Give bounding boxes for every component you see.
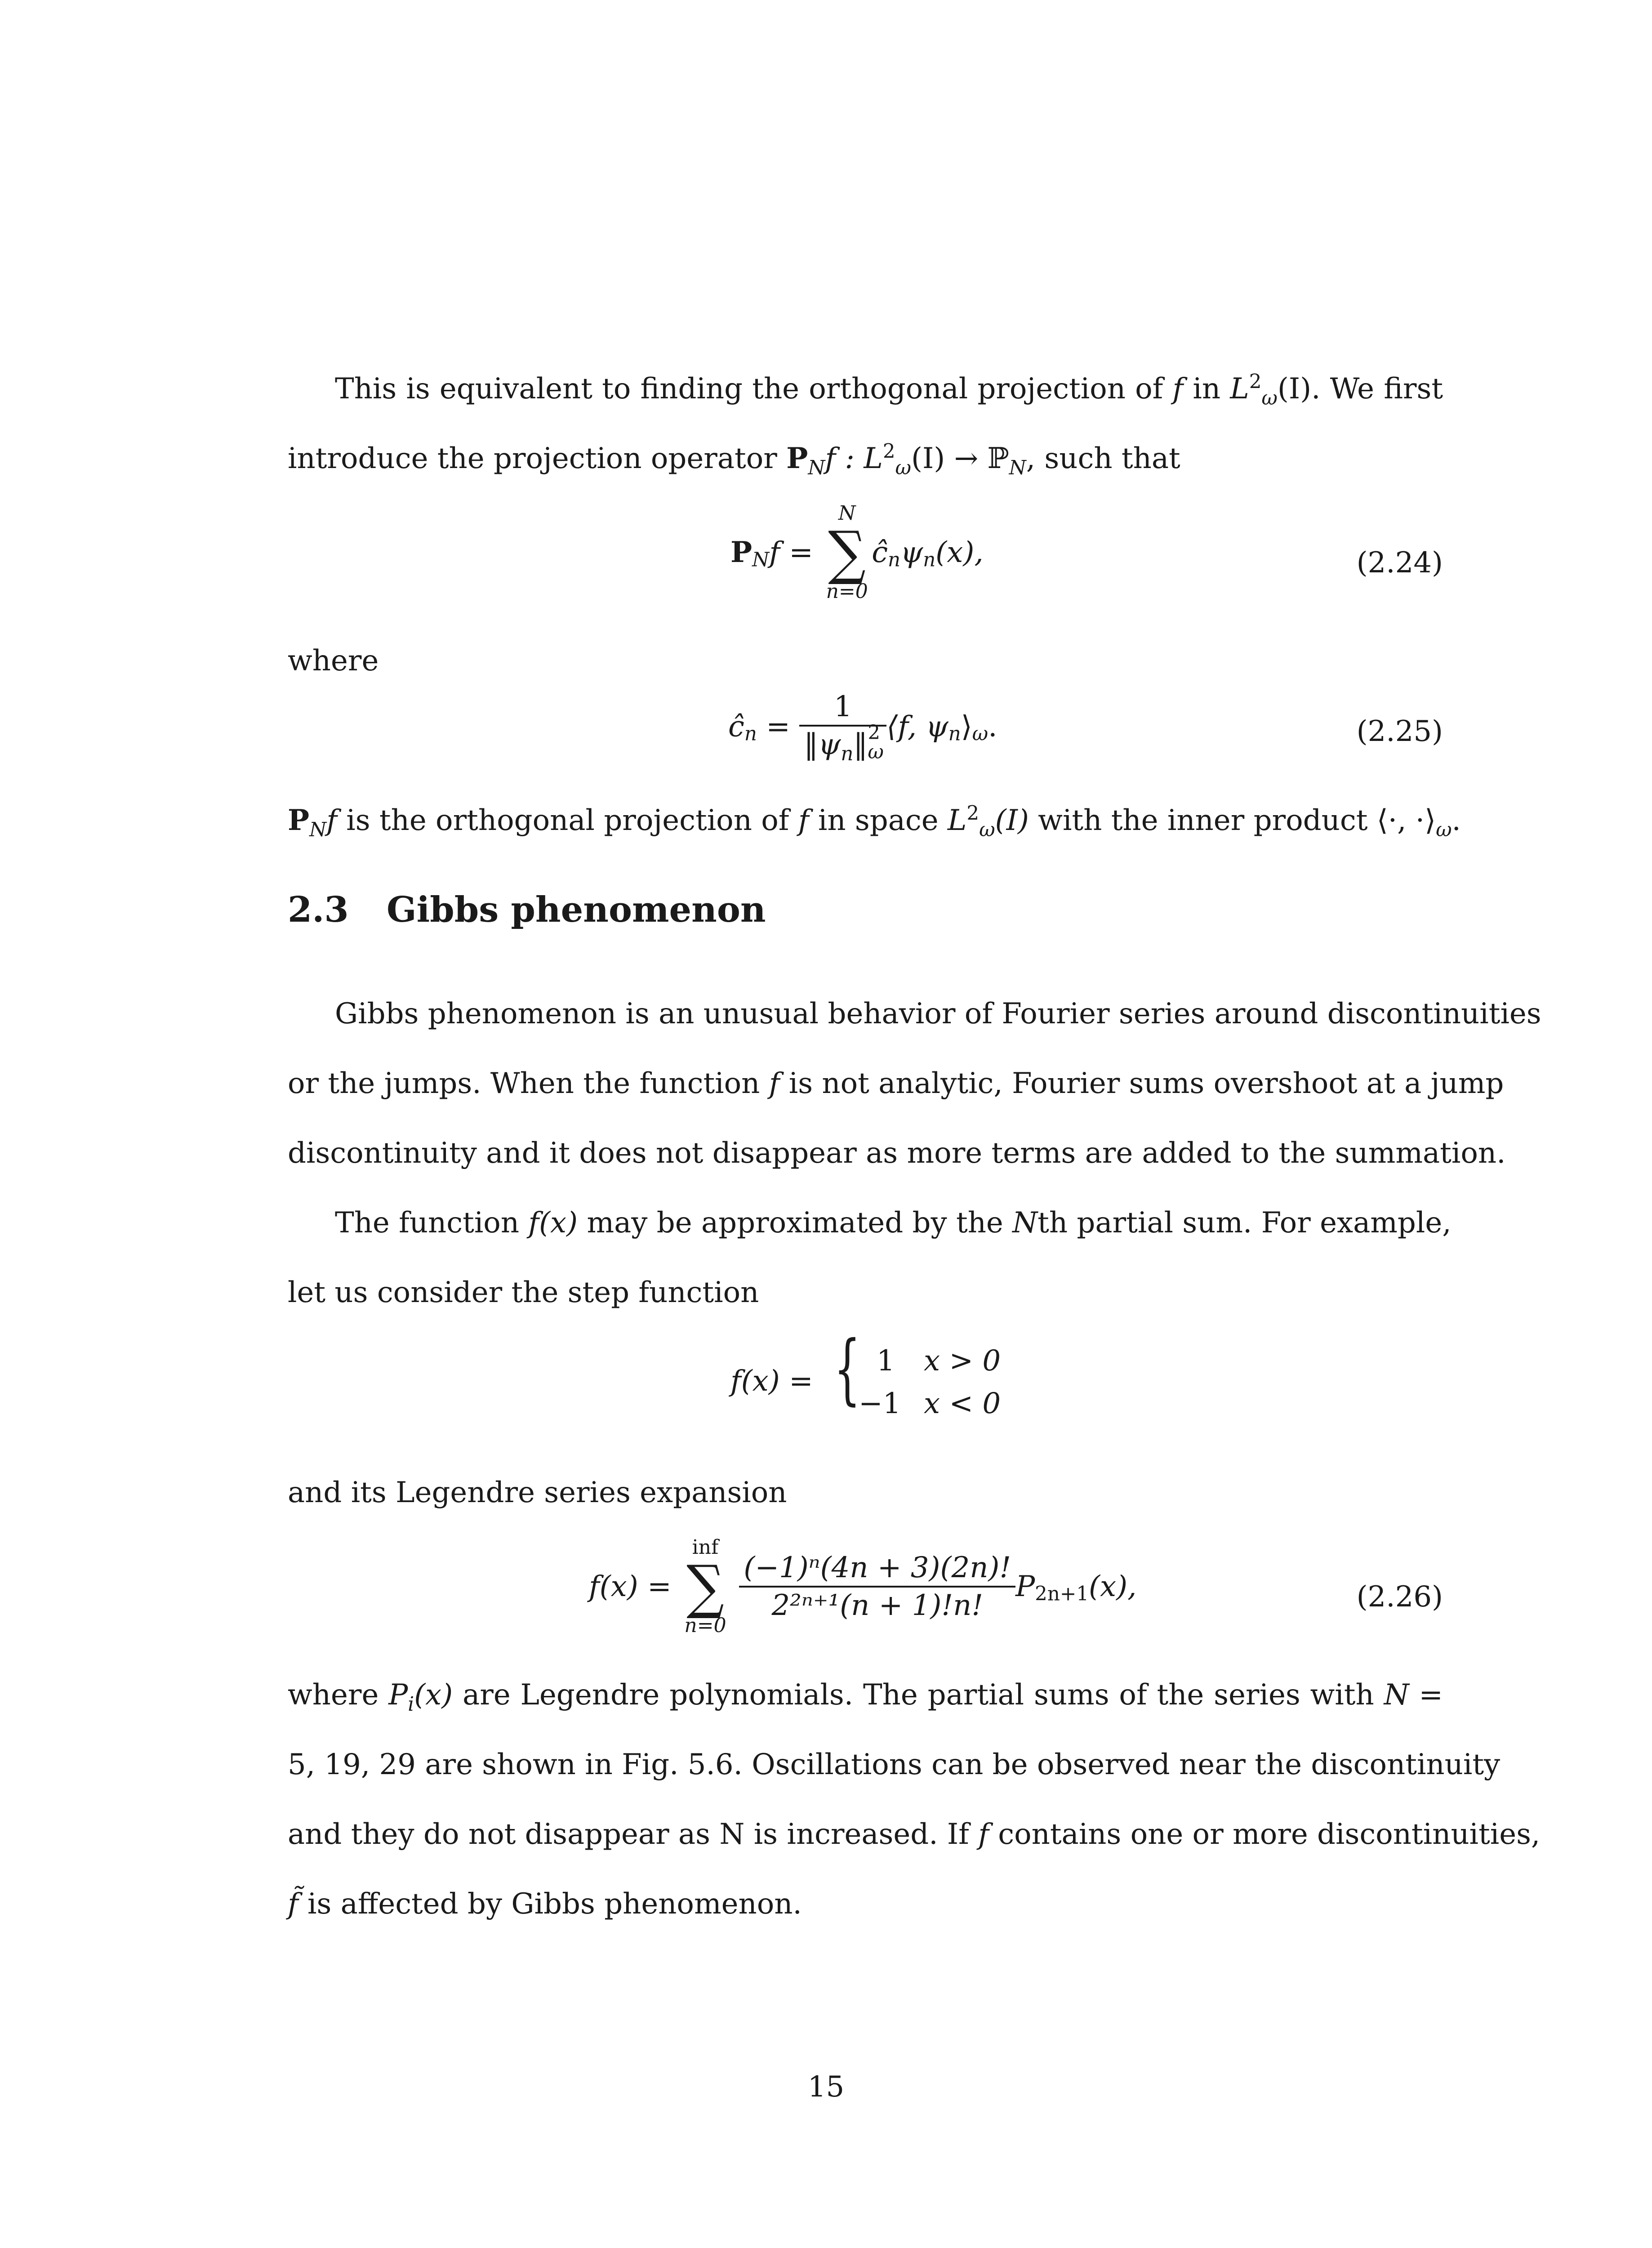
sub-omega: ω [979,818,995,841]
math-N: N [1012,1206,1038,1240]
text-run: We first [1330,372,1443,406]
paragraph-5-line-4 [288,1884,1443,1924]
math-P-bold: P [786,442,808,475]
math-f-of-x-equals: f(x) = [730,1365,813,1398]
math-N: N [1384,1678,1409,1712]
math-of-x: (x), [935,536,984,569]
math-psi: ψ [900,536,923,569]
paragraph-1-line-1 [335,369,1443,409]
text-run: are Legendre polynomials. The partial sums of the series with [463,1678,1374,1712]
legendre-intro: and its Legendre series expansion [288,1476,787,1509]
case-value-1: 1 [877,1344,895,1378]
norm-close: ‖ [853,728,868,761]
paragraph-4-line-1 [335,1203,1452,1243]
math-mapsto: (I) → ℙ [911,442,1009,475]
inner-product-close: ⟩ [961,710,972,744]
summation [681,1538,730,1636]
math-f: f [769,1067,780,1100]
sub-omega: ω [1436,818,1452,841]
fraction [799,690,886,765]
math-f-of-x: f(x) [528,1206,578,1240]
inner-product: ⟨f, ψ [886,710,948,744]
fraction [739,1553,1015,1620]
text-run: This is equivalent to finding the orthogonal projection of [335,372,1163,406]
math-L: : L [845,442,883,475]
sum-upper-limit: inf [692,1536,719,1559]
text-run: is the orthogonal projection of [346,804,789,837]
equation-2-25 [728,690,997,765]
text-run: in space [818,804,939,837]
text-run: in [1193,372,1221,406]
sub-N: N [752,549,770,571]
paragraph-2-line-1 [288,800,1461,841]
math-f: f [825,442,836,475]
text-run: or the jumps. When the function [288,1067,760,1100]
paragraph-3-line-1: Gibbs phenomenon is an unusual behavior of Fourier series around discontinuities [335,997,1541,1030]
sup-2: 2 [1249,370,1262,393]
math-equals: = [1419,1678,1443,1712]
sigma-symbol: ∑ [828,518,866,587]
sup-2: 2 [966,802,980,825]
paragraph-3-line-3: discontinuity and it does not disappear as more terms are added to the summation. [288,1137,1506,1170]
math-I: (I) [995,804,1029,837]
case-condition-1: x > 0 [924,1344,1001,1378]
section-title: Gibbs phenomenon [387,889,766,930]
sub-omega: ω [895,456,911,479]
page-number: 15 [807,2070,845,2104]
paragraph-4-line-2: let us consider the step function [288,1276,759,1309]
math-P: P [1015,1570,1035,1603]
math-of-x: (x), [1089,1570,1137,1603]
math-f-equals: f = [769,536,813,569]
subsup-2-omega: 2 ω [868,721,884,764]
where-text: where [288,644,379,678]
equation-number-2-25: (2.25) [1356,715,1443,748]
math-P-bold: P [730,535,753,569]
sub-N: N [309,818,327,841]
text-run: th partial sum. For example, [1038,1206,1452,1240]
sub-N: N [1009,456,1026,479]
sub-omega: ω [972,723,989,745]
sum-lower-limit: n=0 [826,580,868,603]
equation-number-2-24: (2.24) [1356,546,1443,580]
math-I: (I). [1277,372,1321,406]
text-run: where [288,1678,379,1712]
math-c-hat: ĉ [872,536,888,569]
math-L: L [1230,372,1249,406]
sub-2n-plus-1: 2n+1 [1035,1583,1089,1606]
math-c-hat: ĉ [728,710,744,744]
sum-lower-limit: n=0 [684,1614,726,1637]
math-f-of-x-equals: f(x) = [589,1570,672,1603]
math-f: f [978,1818,989,1851]
text-run: may be approximated by the [587,1206,1003,1240]
case-value-2: −1 [859,1387,901,1420]
equation-2-24 [730,504,984,602]
text-run: is not analytic, Fourier sums overshoot at a jump [788,1067,1504,1100]
sub-omega: ω [1261,387,1278,410]
text-run: , such that [1026,442,1180,475]
text-run: with the inner product ⟨·, ·⟩ [1038,804,1436,837]
case-condition-2: x < 0 [924,1387,1001,1420]
paragraph-3-line-2 [288,1063,1504,1104]
fraction-numerator: (−1)ⁿ(4n + 3)(2n)! [739,1553,1015,1588]
paragraph-5-line-3 [288,1814,1541,1855]
sub-n: n [923,549,936,571]
text-run: introduce the projection operator [288,442,777,475]
fraction-denominator: 2²ⁿ⁺¹(n + 1)!n! [771,1589,984,1622]
norm-open: ‖ψ [804,728,841,761]
text-run: and they do not disappear as N is increased. If [288,1818,969,1851]
math-P-bold: P [288,803,310,837]
sum-upper-limit: N [838,502,856,525]
section-number: 2.3 [288,889,349,930]
math-L2w [1230,370,1321,410]
paragraph-1-line-2 [288,438,1443,479]
sub-n: n [948,723,961,745]
math-P: P [388,1678,408,1712]
equation-number-2-26: (2.26) [1356,1580,1443,1614]
sigma-symbol: ∑ [686,1552,724,1621]
section-heading [288,889,766,930]
sub-N: N [808,456,825,479]
paragraph-5-line-1 [288,1675,1443,1715]
text-run: contains one or more discontinuities, [998,1818,1541,1851]
period: . [988,710,997,744]
sup-2: 2 [882,440,895,463]
paragraph-5-line-2: 5, 19, 29 are shown in Fig. 5.6. Oscillations can be observed near the discontinuity [288,1748,1501,1781]
text-run: The function [335,1206,520,1240]
sub-n: n [841,742,854,765]
math-f: f [798,804,809,837]
period: . [1452,804,1461,837]
summation [822,504,872,602]
math-of-x: (x) [414,1678,453,1712]
sub-i: i [408,1693,414,1716]
sub-n: n [888,549,901,571]
math-f: f [1172,372,1184,406]
math-f-tilde: f̃ [288,1887,298,1921]
math-equals: = [766,710,790,744]
cases-brace: { [834,1325,861,1414]
equation-2-26 [589,1538,1136,1636]
math-f: f [326,804,337,837]
math-L: L [947,804,967,837]
text-run: is affected by Gibbs phenomenon. [307,1887,802,1921]
sub-n: n [744,723,757,745]
fraction-numerator: 1 [799,692,886,727]
fraction-denominator [799,721,886,765]
